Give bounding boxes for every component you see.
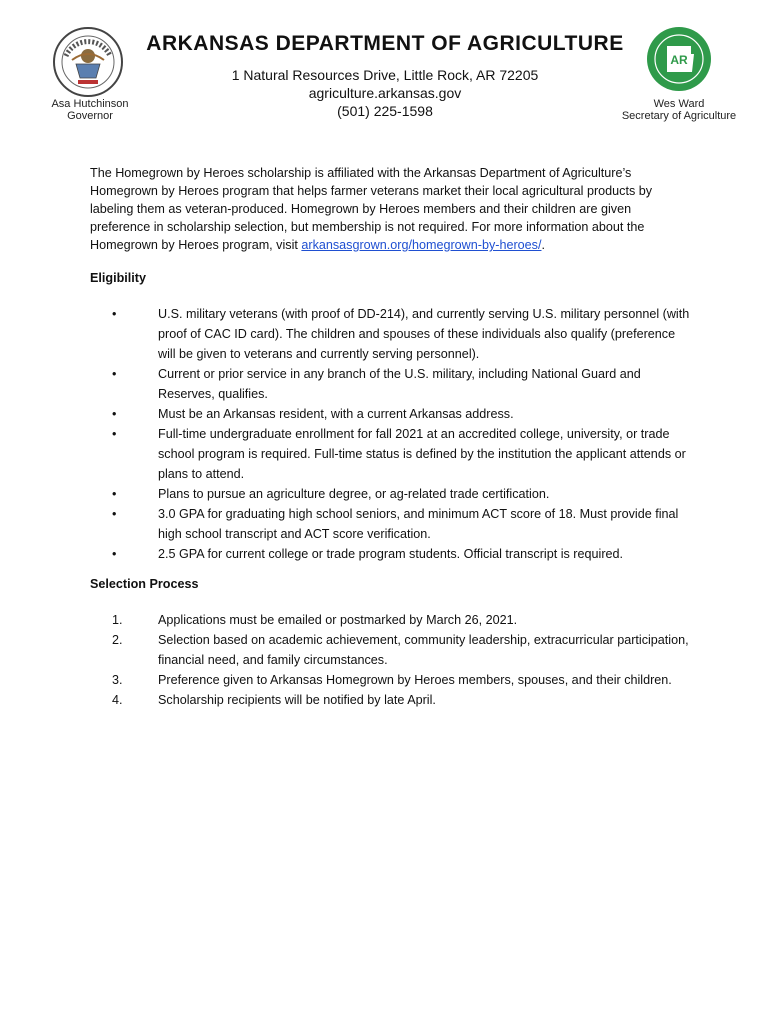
list-item	[90, 484, 690, 504]
list-item-text: Selection based on academic achievement, community leadership, extracurricular participation, financial need, and family circumstances.	[158, 633, 689, 667]
number-marker: 4.	[112, 693, 123, 707]
list-item	[90, 544, 690, 564]
agency-phone: (501) 225-1598	[337, 103, 433, 119]
governor-role: Governor	[67, 110, 113, 122]
list-item-text: Plans to pursue an agriculture degree, or ag-related trade certification.	[158, 487, 550, 501]
governor-name: Asa Hutchinson	[51, 98, 129, 110]
intro-paragraph	[90, 164, 676, 254]
homegrown-heroes-link[interactable]: arkansasgrown.org/homegrown-by-heroes/	[301, 238, 542, 252]
list-item	[90, 610, 690, 630]
list-item	[90, 404, 690, 424]
list-item	[90, 690, 690, 710]
list-item-text: U.S. military veterans (with proof of DD-214), and currently serving U.S. military personnel (with proof of CAC ID card). The children and spouses of these individuals also qualify (preference will be given to veterans and currently serving personnel).	[158, 307, 690, 361]
list-item-text: 3.0 GPA for graduating high school seniors, and minimum ACT score of 18. Must provide final high school transcript and ACT score verification.	[158, 507, 679, 541]
bullet-marker: •	[112, 427, 117, 441]
list-item-text: Scholarship recipients will be notified by late April.	[158, 693, 436, 707]
agency-website: agriculture.arkansas.gov	[308, 85, 462, 101]
list-item-text: Applications must be emailed or postmarked by March 26, 2021.	[158, 613, 518, 627]
bullet-marker: •	[112, 307, 117, 321]
eligibility-list	[90, 304, 690, 564]
list-item-text: Preference given to Arkansas Homegrown by Heroes members, spouses, and their children.	[158, 673, 672, 687]
bullet-marker: •	[112, 547, 117, 561]
number-marker: 1.	[112, 613, 123, 627]
department-logo-mark: AR	[670, 53, 688, 67]
secretary-block	[606, 98, 752, 122]
bullet-marker: •	[112, 507, 117, 521]
agency-title: ARKANSAS DEPARTMENT OF AGRICULTURE	[146, 32, 624, 55]
agency-address: 1 Natural Resources Drive, Little Rock, AR 72205	[231, 67, 539, 83]
eligibility-heading: Eligibility	[90, 271, 146, 285]
bullet-marker: •	[112, 407, 117, 421]
list-item	[90, 424, 690, 484]
department-logo-icon	[646, 26, 712, 92]
selection-list	[90, 610, 690, 710]
list-item	[90, 670, 690, 690]
bullet-marker: •	[112, 487, 117, 501]
list-item-text: Must be an Arkansas resident, with a current Arkansas address.	[158, 407, 514, 421]
secretary-role: Secretary of Agriculture	[621, 110, 737, 122]
list-item-text: Current or prior service in any branch of the U.S. military, including National Guard and Reserves, qualifies.	[158, 367, 641, 401]
list-item-text: Full-time undergraduate enrollment for fall 2021 at an accredited college, university, or trade school program is required. Full-time status is defined by the institution the applicant attends or plans to attend.	[158, 427, 686, 481]
list-item	[90, 630, 690, 670]
number-marker: 3.	[112, 673, 123, 687]
selection-heading: Selection Process	[90, 577, 199, 591]
list-item-text: 2.5 GPA for current college or trade program students. Official transcript is required.	[158, 547, 624, 561]
list-item	[90, 304, 690, 364]
list-item	[90, 364, 690, 404]
secretary-name: Wes Ward	[653, 98, 705, 110]
list-item	[90, 504, 690, 544]
bullet-marker: •	[112, 367, 117, 381]
number-marker: 2.	[112, 633, 123, 647]
intro-text: The Homegrown by Heroes scholarship is affiliated with the Arkansas Department of Agriculture’s Homegrown by Heroes program that helps farmer veterans market their local agricultural products by labeling them as veteran-produced. Homegrown by Heroes members and their children are given preference in scholarship selection, but membership is not required. For more information about the Homegrown by Heroes program, visit	[90, 166, 653, 252]
intro-text-end: .	[541, 238, 545, 252]
